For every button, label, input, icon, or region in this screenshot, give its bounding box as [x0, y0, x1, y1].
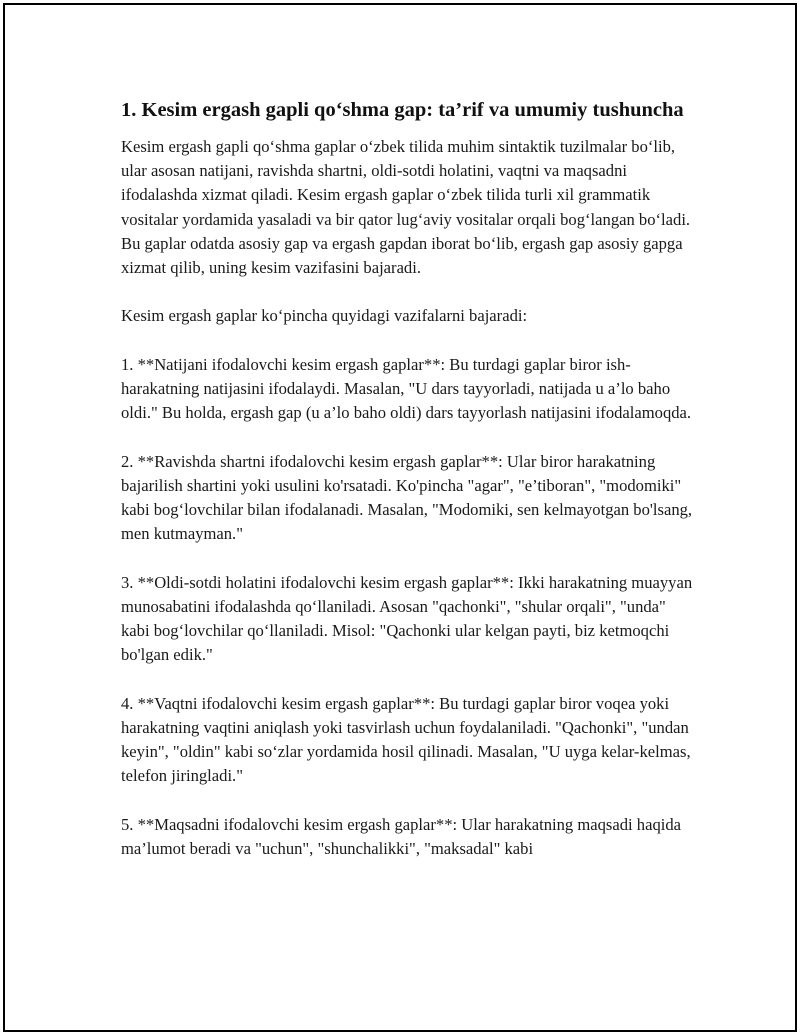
- list-item-time: 4. **Vaqtni ifodalovchi kesim ergash gaplar**: Bu turdagi gaplar biror voqea yoki harakatning vaqtini aniqlash yoki tasvirlash uchun foydalaniladi. "Qachonki", "undan keyin", "oldin" kabi so‘zlar yordamida hosil qilinadi. Masalan, "U uyga kelar-kelmas, telefon jiringladi.": [121, 693, 691, 786]
- intro-paragraph: Kesim ergash gapli qo‘shma gaplar o‘zbek tilida muhim sintaktik tuzilmalar bo‘lib, ular asosan natijani, ravishda shartni, oldi-sotdi holatini, vaqtni va maqsadni ifodalashda xizmat qiladi. Kesim ergash gaplar o‘zbek tilida turli xil grammatik vositalar yordamida yasaladi va bir qator lug‘aviy vositalar orqali bog‘langan bo‘ladi. Bu gaplar odatda asosiy gap va ergash gapdan iborat bo‘lib, ergash gap asosiy gapga xizmat qilib, uning kesim vazifasini bajaradi.: [121, 137, 691, 278]
- document-body: [121, 97, 695, 885]
- list-item-condition: 2. **Ravishda shartni ifodalovchi kesim ergash gaplar**: Ular biror harakatning bajarilish shartini yoki usulini ko'rsatadi. Ko'pincha "agar", "e’tiboran", "modomiki" kabi bog‘lovchilar bilan ifodalanadi. Masalan, "Modomiki, sen kelmayotgan bo'lsang, men kutmayman.": [121, 451, 693, 544]
- functions-lead-paragraph: Kesim ergash gaplar ko‘pincha quyidagi vazifalarni bajaradi:: [121, 306, 528, 326]
- section-title: 1. Kesim ergash gapli qo‘shma gap: ta’rif va umumiy tushuncha: [121, 99, 684, 121]
- page-frame: [3, 3, 797, 1032]
- list-item-result: 1. **Natijani ifodalovchi kesim ergash gaplar**: Bu turdagi gaplar biror ish-harakatning natijasini ifodalaydi. Masalan, "U dars tayyorladi, natijada u a’lo baho oldi." Bu holda, ergash gap (u a’lo baho oldi) dars tayyorlash natijasini ifodalamoqda.: [121, 354, 692, 423]
- list-item-purpose: 5. **Maqsadni ifodalovchi kesim ergash gaplar**: Ular harakatning maqsadi haqida ma’lumot beradi va "uchun", "shunchalikki", "maksadal" kabi: [121, 814, 682, 858]
- list-item-sequence: 3. **Oldi-sotdi holatini ifodalovchi kesim ergash gaplar**: Ikki harakatning muayyan munosabatini ifodalashda qo‘llaniladi. Asosan "qachonki", "shular orqali", "unda" kabi bog‘lovchilar qo‘llaniladi. Misol: "Qachonki ular kelgan payti, biz ketmoqchi bo'lgan edik.": [121, 572, 693, 665]
